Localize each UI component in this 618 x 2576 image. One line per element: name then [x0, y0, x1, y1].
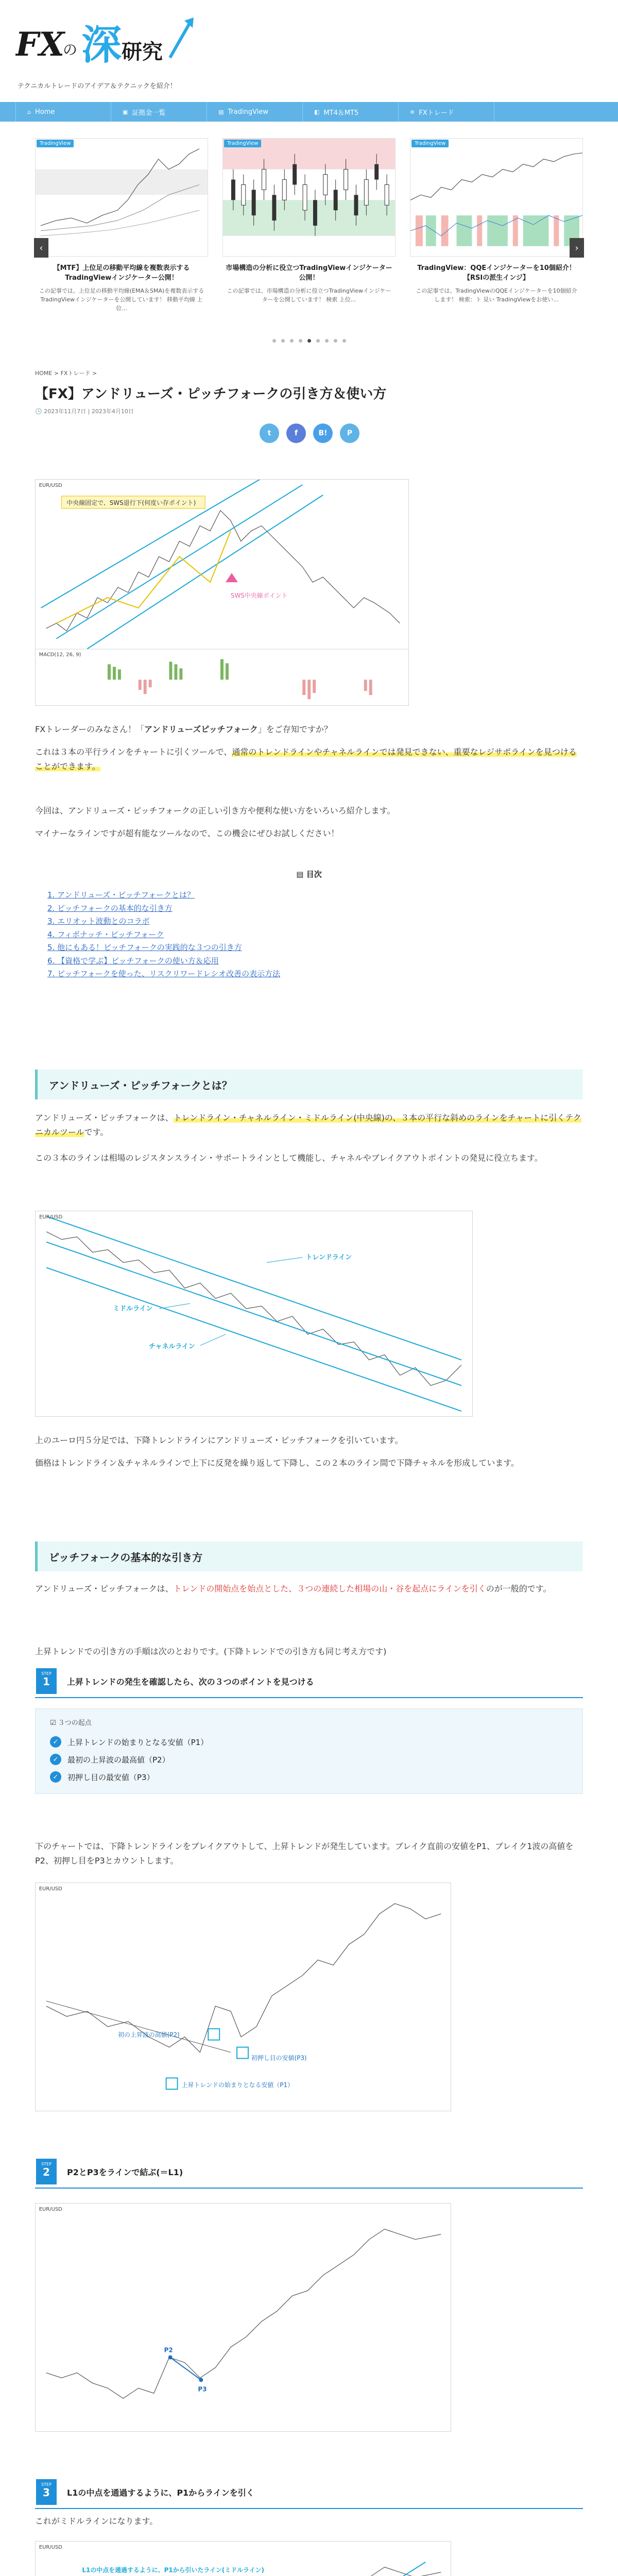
carousel-prev-button[interactable]: [34, 238, 48, 258]
toc-title: ▤ 目次: [296, 870, 322, 879]
step3-chart-image: [35, 2541, 451, 2576]
toc-item[interactable]: 7. ピッチフォークを使った、リスクリワードレシオ改善の表示方法: [47, 968, 511, 981]
toc-item[interactable]: 3. エリオット波動とのコラボ: [47, 915, 511, 928]
slide-title[interactable]: 市場構造の分析に役立つTradingViewインジケーター公開！: [226, 264, 392, 282]
slide-excerpt: この記事では、市場構造の分析に役立つTradingViewインジケーターを公開しています！ 検索 上位...: [227, 287, 391, 303]
carousel-dot[interactable]: [342, 339, 346, 343]
share-pocket-button[interactable]: [340, 423, 359, 443]
slide-thumbnail: [410, 138, 583, 257]
middleline-label: L1の中点を通過するように、P1から引いたライン(ミドルライン): [82, 2566, 264, 2574]
section2-paragraph-3: 下のチャートでは、下降トレンドラインをブレイクアウトして、上昇トレンドが発生しています。ブレイク直前の安値をP1、ブレイク1波の高値をP2、初押し目をP3とカウントします。: [35, 1841, 574, 1866]
carousel-dot[interactable]: [281, 339, 285, 343]
share-hatena-button[interactable]: [313, 423, 333, 443]
intro-paragraph-3: 今回は、アンドリューズ・ピッチフォークの正しい引き方や便利な使い方をいろいろ紹介します。: [35, 806, 396, 816]
site-tagline: テクニカルトレードのアイデア＆テクニックを紹介！: [18, 82, 177, 90]
section2-paragraph-4: これがミドルラインになります。: [35, 2516, 158, 2526]
check-icon: ✓: [50, 1771, 61, 1783]
post-date: [35, 407, 134, 415]
nav-item-label: TradingView: [228, 108, 268, 116]
p1-label: 上昇トレンドの始まりとなる安値（P1）: [181, 2081, 294, 2089]
section1-paragraph-1: アンドリューズ・ピッチフォークは、トレンドライン・チャネルライン・ミドルライン(中央線)の、３本の平行な斜めのラインをチャートに引くテクニカルツールです。: [35, 1113, 581, 1137]
hero-note-label: 中央線固定で、SWS退行下(何度い存ポイント): [66, 499, 196, 506]
step1-chart-image: [35, 1883, 451, 2111]
site-logo[interactable]: [15, 11, 201, 73]
hero-pink-label: SWS中央線ポイント: [230, 591, 288, 599]
carousel-dot[interactable]: [325, 339, 329, 343]
toc-item[interactable]: 5. 他にもある！ピッチフォークの実践的な３つの引き方: [47, 941, 511, 955]
intro-paragraph-2: これは３本の平行ラインをチャートに引くツールで、通常のトレンドラインやチャネルラインでは発見できない、重要なレジサポラインを見つけることができます。: [35, 747, 577, 771]
check-icon: ✓: [50, 1736, 61, 1748]
logo-arrow: [170, 22, 191, 58]
slide-badge: TradingView: [37, 140, 74, 147]
slide-excerpt: この記事では、上位足の移動平均線(EMA＆SMA)を複数表示するTradingViewインジケーターを公開しています！ 移動平均線 上位...: [39, 287, 204, 312]
p3-label: 初押し目の安値(P3): [251, 2054, 307, 2062]
downtrend-pitchfork-svg: [36, 1211, 472, 1416]
chart-ticker: EUR/USD: [39, 1214, 63, 1220]
chart-sub-ticker: MACD(12, 26, 9): [39, 652, 81, 658]
carousel-dot[interactable]: [316, 339, 320, 343]
p2-label: 初の上昇波の高値(P2): [118, 2031, 180, 2039]
hero-chart-image: [35, 479, 409, 706]
share-buttons: [260, 423, 359, 443]
checklist-icon: ☑: [50, 1719, 56, 1727]
intro-paragraph-4: マイナーなラインですが超有能なツールなので、この機会にぜひお試しください！: [35, 828, 339, 838]
section1-chart-image: [35, 1211, 473, 1417]
step-badge: STEP 1: [36, 1668, 57, 1694]
toc-list: [47, 889, 511, 981]
section2-paragraph-1: アンドリューズ・ピッチフォークは、トレンドの開始点を始点とした、３つの連続した相場の山・谷を起点にラインを引くのが一般的です。: [35, 1584, 552, 1594]
site-header: [0, 0, 618, 99]
trendline-label: トレンドライン: [305, 1253, 352, 1262]
thumbnail-chart: [223, 139, 395, 257]
twitter-icon: t: [267, 429, 271, 437]
carousel-pagination: [35, 339, 583, 343]
logo-fx: FX: [15, 25, 65, 64]
page-title: 【FX】アンドリューズ・ピッチフォークの引き方＆使い方: [35, 386, 387, 402]
step-badge: STEP 3: [36, 2479, 57, 2505]
step-2-heading: [35, 2159, 583, 2189]
post-date-text: 2023年11月7日 | 2023年4月10日: [44, 408, 134, 415]
clock-icon: 🕓: [35, 408, 42, 415]
slide-title[interactable]: 【MTF】上位足の移動平均線を複数表示するTradingViewインジケーター公開！: [53, 264, 190, 282]
chart-icon: ▤: [218, 108, 224, 115]
carousel-next-button[interactable]: [570, 238, 584, 258]
step-text: 上昇トレンドの発生を確認したら、次の３つのポイントを見つける: [67, 1677, 314, 1687]
nav-item-label: Home: [35, 108, 55, 116]
carousel-dot[interactable]: [299, 339, 302, 343]
pointbox-title: ☑ ３つの起点: [50, 1719, 92, 1727]
slide-thumbnail: [35, 138, 208, 257]
chart-ticker: EUR/USD: [39, 2206, 62, 2212]
carousel-dot[interactable]: [272, 339, 276, 343]
step-1-heading: [35, 1668, 583, 1698]
section-heading-basic-draw: ピッチフォークの基本的な引き方: [35, 1541, 583, 1571]
code-icon: ◧: [314, 108, 320, 115]
step-text: L1の中点を通過するように、P1からラインを引く: [67, 2488, 254, 2498]
nav-item-label: FXトレード: [419, 109, 454, 117]
p3-label: P3: [198, 2385, 207, 2393]
carousel-slide[interactable]: [410, 138, 583, 303]
point-item: ✓ 最初の上昇波の最高値（P2）: [50, 1751, 568, 1768]
trend-icon: ≋: [410, 108, 415, 115]
section1-paragraph-4: 価格はトレンドライン＆チャネルラインで上下に反発を繰り返して下降し、この２本のライン間で下降チャネルを形成しています。: [35, 1458, 519, 1468]
check-icon: ✓: [50, 1754, 61, 1765]
chart-ticker: EUR/USD: [39, 1886, 62, 1892]
chart-ticker: EUR/USD: [39, 2544, 62, 2550]
chevron-right-icon: ›: [575, 242, 579, 253]
share-twitter-button[interactable]: [260, 423, 279, 443]
carousel-slide[interactable]: [222, 138, 396, 303]
toc-item[interactable]: 6. 【資格で学ぶ】ピッチフォークの使い方＆応用: [47, 955, 511, 968]
carousel-slide[interactable]: [35, 138, 208, 312]
list-icon: ▤: [296, 870, 304, 879]
nav-item-label: 証拠金一覧: [132, 109, 166, 117]
chart-ticker: EUR/USD: [39, 482, 62, 488]
table-of-contents: [35, 869, 583, 981]
share-facebook-button[interactable]: [286, 423, 306, 443]
intro-paragraph-1: FXトレーダーのみなさん！「アンドリューズピッチフォーク」をご存知ですか？: [35, 724, 332, 734]
section1-paragraph-3: 上のユーロ円５分足では、下降トレンドラインにアンドリューズ・ピッチフォークを引いています。: [35, 1435, 403, 1445]
folder-icon: ▣: [123, 108, 128, 115]
logo-shin: 深: [81, 22, 122, 69]
featured-carousel: [35, 87, 583, 354]
point-item: ✓ 上昇トレンドの始まりとなる安値（P1）: [50, 1733, 568, 1751]
pitchfork-chart-svg: [36, 480, 408, 705]
breadcrumb[interactable]: HOME > FXトレード >: [35, 370, 97, 377]
middleline-label: ミドルライン: [113, 1305, 153, 1313]
step-text: P2とP3をラインで結ぶ(＝L1): [67, 2167, 183, 2177]
logo-kenkyu: 研究: [122, 40, 163, 64]
step-badge: STEP 2: [36, 2159, 57, 2184]
section2-paragraph-2: 上昇トレンドでの引き方の手順は次のとおりです。(下降トレンドでの引き方も同じ考え方です): [35, 1647, 387, 1656]
section1-paragraph-2: この３本のラインは相場のレジスタンスライン・サポートラインとして機能し、チャネルやブレイクアウトポイントの発見に役立ちます。: [35, 1153, 543, 1163]
channelline-label: チャネルライン: [149, 1343, 195, 1351]
thumbnail-chart: [36, 139, 208, 257]
slide-badge: TradingView: [411, 140, 449, 147]
hatena-icon: B!: [318, 429, 328, 437]
logo-no: の: [63, 41, 78, 58]
three-points-box: [35, 1708, 583, 1794]
home-icon: ⌂: [27, 108, 31, 115]
step-3-heading: [35, 2479, 583, 2509]
carousel-dot[interactable]: [290, 339, 294, 343]
section-heading-pitchfork: アンドリューズ・ピッチフォークとは？: [35, 1070, 583, 1099]
point-item: ✓ 初押し目の最安値（P3）: [50, 1768, 568, 1786]
step2-chart-image: [35, 2203, 451, 2432]
slide-excerpt: この記事では、TradingViewのQQEインジケーターを10個紹介します！ 検索：ト 見い TradingViewをお使い...: [416, 287, 577, 303]
slide-title[interactable]: TradingView：QQEインジケーターを10個紹介！【RSIの派生インジ】: [417, 264, 576, 282]
toc-item[interactable]: 2. ピッチフォークの基本的な引き方: [47, 902, 511, 916]
p2-label: P2: [164, 2346, 173, 2354]
carousel-dot[interactable]: [307, 339, 311, 343]
nav-item-label: MT4＆MT5: [323, 109, 359, 117]
toc-item[interactable]: 1. アンドリューズ・ピッチフォークとは？: [47, 889, 511, 902]
pocket-icon: P: [347, 429, 353, 437]
facebook-icon: f: [294, 429, 298, 437]
toc-item[interactable]: 4. フィボナッチ・ピッチフォーク: [47, 928, 511, 942]
chevron-left-icon: ‹: [39, 242, 43, 253]
slide-thumbnail: [222, 138, 396, 257]
thumbnail-chart: [410, 139, 582, 257]
slide-badge: TradingView: [224, 140, 261, 147]
carousel-dot[interactable]: [334, 339, 337, 343]
